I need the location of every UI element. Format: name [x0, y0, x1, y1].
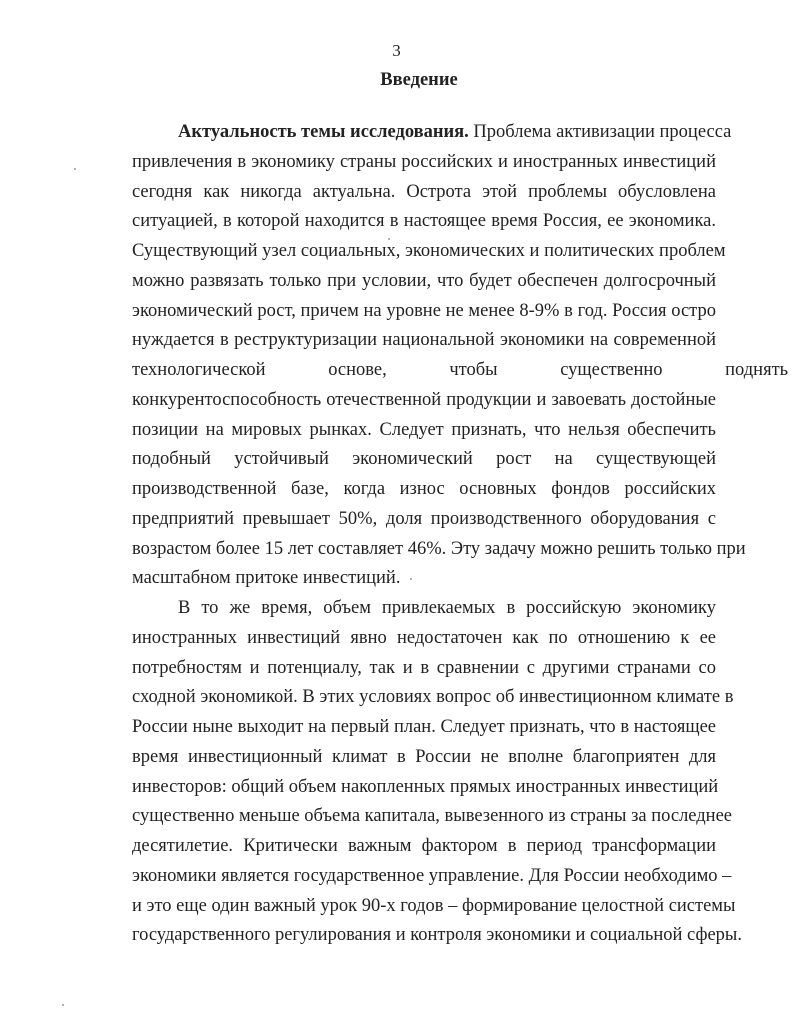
paragraph-line-text: Проблема активизации процесса [468, 122, 732, 142]
paragraph-line [178, 121, 732, 143]
paragraph-line: привлечения в экономику страны российских и иностранных инвестиций [132, 151, 716, 172]
paragraph-line: возрастом более 15 лет составляет 46%. Эту задачу можно решить только при [132, 538, 746, 559]
paragraph-line: Существующий узел социальных, экономических и политических проблем [132, 241, 726, 261]
paragraph-line: государственного регулирования и контроля экономики и социальной сферы. [132, 925, 742, 946]
scan-speck [388, 238, 390, 240]
paragraph-line: экономики является государственное управление. Для России необходимо – [132, 865, 732, 886]
paragraph-line: потребностям и потенциалу, так и в сравнении с другими странами со [132, 657, 716, 678]
paragraph-line: и это еще один важный урок 90-х годов – формирование целостной системы [132, 895, 736, 916]
paragraph-line: можно развязать только при условии, что будет обеспечен долгосрочный [132, 270, 716, 291]
paragraph-line: В то же время, объем привлекаемых в российскую экономику [178, 598, 716, 618]
paragraph-line: предприятий превышает 50%, доля производственного оборудования с [132, 508, 716, 529]
page-number: 3 [392, 41, 401, 60]
paragraph-line: ситуацией, в которой находится в настоящее время Россия, ее экономика. [132, 211, 716, 232]
paragraph-line: время инвестиционный климат в России не вполне благоприятен для [132, 746, 716, 767]
paragraph-line: масштабном притоке инвестиций. [132, 568, 401, 589]
scan-speck [62, 1004, 64, 1006]
paragraph-line: нуждается в реструктуризации национальной экономики на современной [132, 330, 716, 351]
paragraph-line: инвесторов: общий объем накопленных прямых иностранных инвестиций [132, 776, 719, 797]
paragraph-line: экономический рост, причем на уровне не менее 8-9% в год. Россия остро [132, 300, 716, 321]
paragraph-line: позиции на мировых рынках. Следует признать, что нельзя обеспечить [132, 419, 716, 440]
section-heading: Введение [380, 70, 458, 90]
paragraph-line: сегодня как никогда актуальна. Острота этой проблемы обусловлена [132, 181, 716, 202]
paragraph-line: подобный устойчивый экономический рост на существующей [132, 449, 716, 470]
paragraph-line: производственной базе, когда износ основных фондов российских [132, 479, 716, 499]
paragraph-line: сходной экономикой. В этих условиях вопрос об инвестиционном климате в [132, 687, 734, 708]
paragraph-line: существенно меньше объема капитала, вывезенного из страны за последнее [132, 806, 733, 827]
paragraph-line: конкурентоспособность отечественной продукции и завоевать достойные [132, 389, 716, 410]
scan-speck [410, 578, 412, 580]
scan-speck [74, 168, 76, 170]
paragraph-line: России ныне выходит на первый план. Следует признать, что в настоящее [132, 717, 716, 737]
relevance-lead-term: Актуальность темы исследования. [178, 122, 469, 142]
paragraph-line: десятилетие. Критически важным фактором в период трансформации [132, 836, 716, 856]
paragraph-line: иностранных инвестиций явно недостаточен как по отношению к ее [132, 627, 716, 648]
paragraph-line: технологической основе, чтобы существенно поднять [132, 360, 789, 380]
